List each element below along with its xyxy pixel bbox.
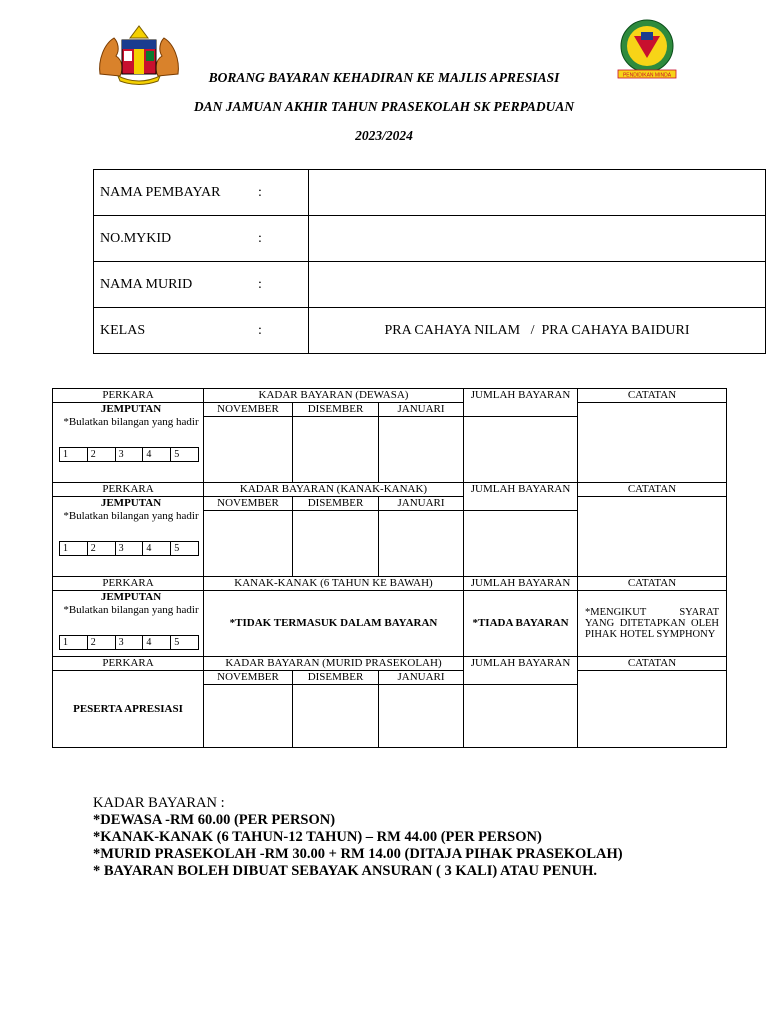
mykid-row <box>94 216 766 262</box>
catatan-field[interactable] <box>578 497 727 577</box>
attendance-note: *Bulatkan bilangan yang hadir <box>63 604 199 616</box>
month-disember: DISEMBER <box>293 403 379 417</box>
payment-rates-notes <box>93 795 623 880</box>
colon: : <box>258 322 262 338</box>
count-option[interactable]: 5 <box>174 543 180 554</box>
student-name-field[interactable] <box>309 262 766 308</box>
month-november: NOVEMBER <box>204 497 293 511</box>
catatan-field[interactable] <box>578 671 727 748</box>
perkara-header: PERKARA <box>53 577 204 591</box>
mykid-field[interactable] <box>309 216 766 262</box>
section-kanak-months <box>53 497 727 511</box>
class-label: KELAS <box>100 322 146 338</box>
section-bawah6-header <box>53 577 727 591</box>
attendance-note: *Bulatkan bilangan yang hadir <box>63 510 199 522</box>
count-option[interactable]: 4 <box>143 636 171 649</box>
payment-table <box>52 388 727 748</box>
student-name-label: NAMA MURID <box>100 276 193 292</box>
payer-name-label: NAMA PEMBAYAR <box>100 184 221 200</box>
logo-motto-text: PENDIDIKAN MINDA <box>622 72 672 79</box>
perkara-header: PERKARA <box>53 657 204 671</box>
class-options[interactable]: PRA CAHAYA NILAM / PRA CAHAYA BAIDURI <box>309 308 766 354</box>
rates-heading: KADAR BAYARAN : <box>93 795 225 811</box>
attendance-note: *Bulatkan bilangan yang hadir <box>63 416 199 428</box>
rate-header-bawah6: KANAK-KANAK (6 TAHUN KE BAWAH) <box>204 577 464 591</box>
count-option[interactable]: 2 <box>88 542 116 555</box>
count-option[interactable]: 4 <box>143 448 171 461</box>
class-label-cell <box>94 308 309 354</box>
jemputan-cell <box>53 403 204 483</box>
rate-prasekolah: *MURID PRASEKOLAH -RM 30.00 + RM 14.00 (DITAJA PIHAK PRASEKOLAH) <box>93 846 623 862</box>
mykid-label: NO.MYKID <box>100 230 172 246</box>
jemputan-label: JEMPUTAN <box>100 497 162 509</box>
section-dewasa-months <box>53 403 727 417</box>
attendance-count-selector <box>59 635 199 650</box>
count-option[interactable]: 2 <box>88 448 116 461</box>
jumlah-field[interactable] <box>464 685 578 748</box>
jemputan-label: JEMPUTAN <box>100 403 162 415</box>
class-row <box>94 308 766 354</box>
hotel-terms-note: *MENGIKUT SYARAT YANG DITETAPKAN OLEH PIHAK HOTEL SYMPHONY <box>578 591 727 657</box>
disember-payment-field[interactable] <box>293 511 379 577</box>
disember-payment-field[interactable] <box>293 417 379 483</box>
jumlah-header: JUMLAH BAYARAN <box>464 389 578 417</box>
month-januari: JANUARI <box>379 403 464 417</box>
januari-payment-field[interactable] <box>379 511 464 577</box>
count-option[interactable]: 5 <box>174 449 180 460</box>
attendance-count-selector <box>59 447 199 462</box>
perkara-header: PERKARA <box>53 389 204 403</box>
month-januari: JANUARI <box>379 671 464 685</box>
jemputan-cell <box>53 497 204 577</box>
rate-dewasa: *DEWASA -RM 60.00 (PER PERSON) <box>93 812 336 828</box>
payer-info-table <box>93 169 766 354</box>
count-option[interactable]: 4 <box>143 542 171 555</box>
month-november: NOVEMBER <box>204 403 293 417</box>
rate-header-prasekolah: KADAR BAYARAN (MURID PRASEKOLAH) <box>204 657 464 671</box>
november-payment-field[interactable] <box>204 417 293 483</box>
jumlah-field[interactable] <box>464 417 578 483</box>
payer-name-label-cell <box>94 170 309 216</box>
perkara-header: PERKARA <box>53 483 204 497</box>
januari-payment-field[interactable] <box>379 685 464 748</box>
count-option[interactable]: 3 <box>116 448 144 461</box>
catatan-header: CATATAN <box>578 577 727 591</box>
jumlah-header: JUMLAH BAYARAN <box>464 483 578 511</box>
november-payment-field[interactable] <box>204 685 293 748</box>
januari-payment-field[interactable] <box>379 417 464 483</box>
colon: : <box>258 230 262 246</box>
jumlah-header: JUMLAH BAYARAN <box>464 657 578 685</box>
jemputan-label: JEMPUTAN <box>100 591 162 603</box>
catatan-header: CATATAN <box>578 389 727 403</box>
form-title-line-1: BORANG BAYARAN KEHADIRAN KE MAJLIS APRESIASI <box>208 70 560 85</box>
form-title-year: 2023/2024 <box>355 128 413 143</box>
not-included-note: *TIDAK TERMASUK DALAM BAYARAN <box>204 591 464 657</box>
rate-kanak: *KANAK-KANAK (6 TAHUN-12 TAHUN) – RM 44.00 (PER PERSON) <box>93 829 542 845</box>
rate-header-kanak: KADAR BAYARAN (KANAK-KANAK) <box>204 483 464 497</box>
rate-header-dewasa: KADAR BAYARAN (DEWASA) <box>204 389 464 403</box>
catatan-field[interactable] <box>578 403 727 483</box>
november-payment-field[interactable] <box>204 511 293 577</box>
section-kanak-header <box>53 483 727 497</box>
installment-note: * BAYARAN BOLEH DIBUAT SEBAYAK ANSURAN ( 3 KALI) ATAU PENUH. <box>93 863 597 879</box>
mykid-label-cell <box>94 216 309 262</box>
form-title-line-2: DAN JAMUAN AKHIR TAHUN PRASEKOLAH SK PERPADUAN <box>193 99 575 114</box>
no-payment-note: *TIADA BAYARAN <box>464 591 578 657</box>
student-name-label-cell <box>94 262 309 308</box>
catatan-header: CATATAN <box>578 483 727 497</box>
jemputan-cell <box>53 591 204 657</box>
count-option[interactable]: 5 <box>174 637 180 648</box>
count-option[interactable]: 3 <box>116 636 144 649</box>
count-option[interactable]: 2 <box>88 636 116 649</box>
payer-name-row <box>94 170 766 216</box>
section-prasekolah-months <box>53 671 727 685</box>
jumlah-field[interactable] <box>464 511 578 577</box>
count-option[interactable]: 1 <box>60 636 88 649</box>
peserta-apresiasi-label: PESERTA APRESIASI <box>53 671 204 748</box>
section-prasekolah-header <box>53 657 727 671</box>
count-option[interactable]: 1 <box>60 542 88 555</box>
catatan-header: CATATAN <box>578 657 727 671</box>
colon: : <box>258 184 262 200</box>
month-disember: DISEMBER <box>293 671 379 685</box>
month-januari: JANUARI <box>379 497 464 511</box>
jumlah-header: JUMLAH BAYARAN <box>464 577 578 591</box>
count-option[interactable]: 3 <box>116 542 144 555</box>
colon: : <box>258 276 262 292</box>
disember-payment-field[interactable] <box>293 685 379 748</box>
attendance-count-selector <box>59 541 199 556</box>
month-disember: DISEMBER <box>293 497 379 511</box>
student-name-row <box>94 262 766 308</box>
section-dewasa-header <box>53 389 727 403</box>
month-november: NOVEMBER <box>204 671 293 685</box>
payer-name-field[interactable] <box>309 170 766 216</box>
count-option[interactable]: 1 <box>60 448 88 461</box>
